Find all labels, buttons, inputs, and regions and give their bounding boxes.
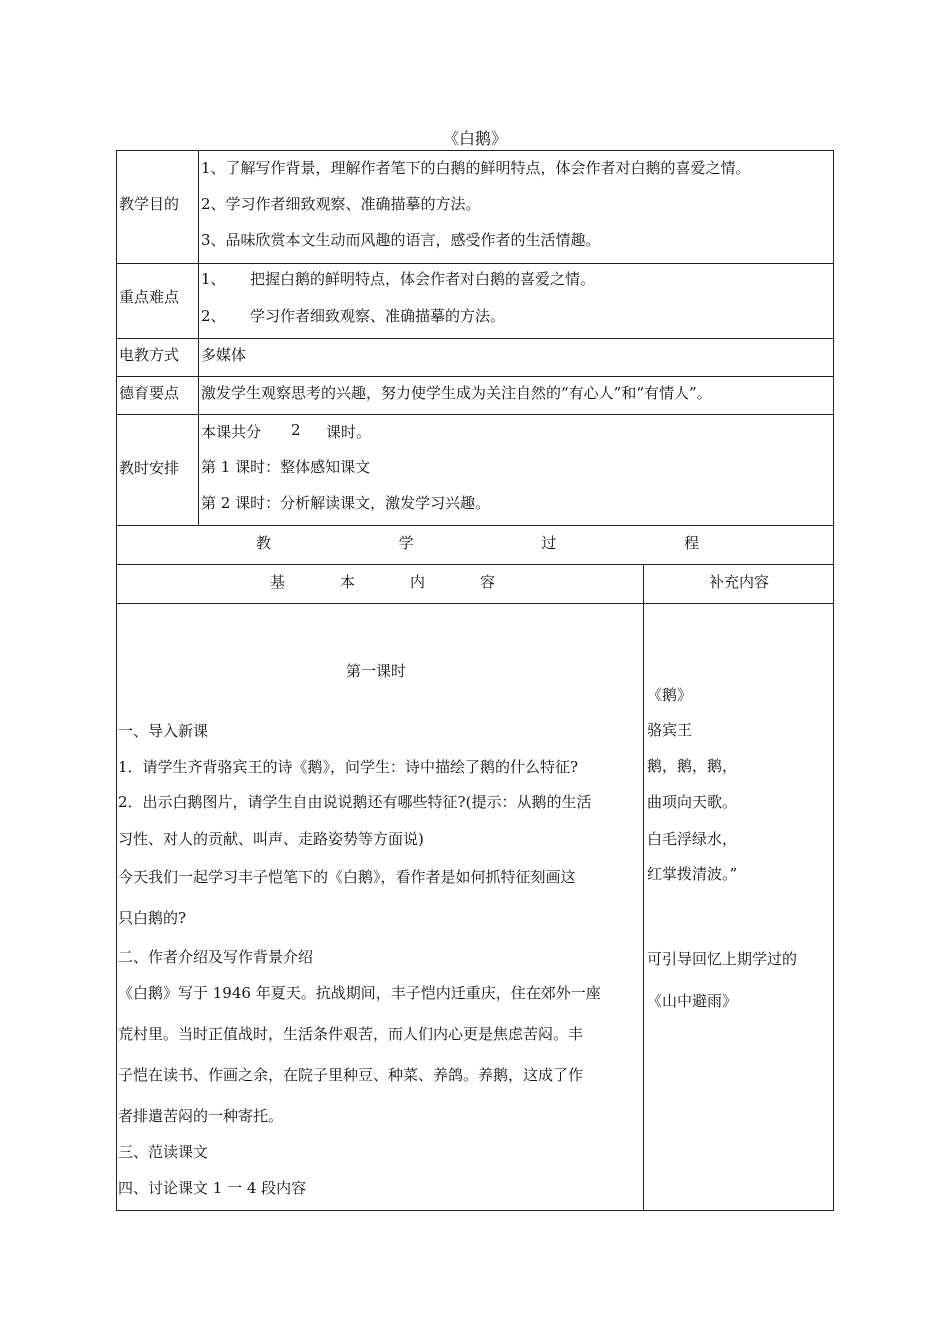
label-column-divider <box>198 150 199 526</box>
content-line: 子恺在读书、作画之余，在院子里种豆、种菜、养鸽。养鹅，这成了作 <box>118 1066 584 1084</box>
process-header-char: 学 <box>398 534 414 552</box>
content-line: 习性、对人的贡献、叫声、走路姿势等方面说) <box>118 830 424 848</box>
content-line: 一、导入新课 <box>118 722 209 740</box>
content-line: 荒村里。当时正值战时，生活条件艰苦，而人们内心更是焦虑苦闷。丰 <box>118 1025 584 1043</box>
main-column-header-char: 内 <box>409 573 425 591</box>
table-border-left <box>116 150 117 1211</box>
moral-value: 激发学生观察思考的兴趣，努力使学生成为关注自然的“有心人”和“有情人”。 <box>201 384 712 402</box>
schedule-lesson-2: 第 2 课时：分析解读课文，激发学习兴趣。 <box>201 494 491 512</box>
poem-author: 骆宾王 <box>647 721 693 739</box>
objective-line: 1、了解写作背景，理解作者笔下的白鹅的鲜明特点，体会作者对白鹅的喜爱之情。 <box>201 159 751 177</box>
row-divider <box>116 414 834 415</box>
document-title: 《白鹅》 <box>442 129 507 148</box>
content-line: 只白鹅的? <box>118 909 187 927</box>
key-point-number: 2、 <box>201 307 226 325</box>
content-column-divider <box>643 564 644 1211</box>
schedule-unit: 课时。 <box>326 423 372 441</box>
content-line: 四、讨论课文 1 一 4 段内容 <box>118 1179 307 1197</box>
table-border-top <box>116 150 834 151</box>
poem-line: 白毛浮绿水， <box>647 830 738 848</box>
process-header-char: 程 <box>683 534 699 552</box>
content-line: 1．请学生齐背骆宾王的诗《鹅》，问学生：诗中描绘了鹅的什么特征? <box>118 758 579 776</box>
row-divider <box>116 338 834 339</box>
key-point-text: 把握白鹅的鲜明特点，体会作者对白鹅的喜爱之情。 <box>250 270 596 288</box>
row-divider <box>116 263 834 264</box>
content-line: 2．出示白鹅图片，请学生自由说说鹅还有哪些特征?(提示：从鹅的生活 <box>118 793 592 811</box>
content-line: 者排遣苦闷的一种寄托。 <box>118 1107 284 1125</box>
main-column-header-char: 基 <box>270 573 286 591</box>
process-header-char: 教 <box>256 534 272 552</box>
media-value: 多媒体 <box>201 346 247 364</box>
process-header <box>256 532 699 553</box>
poem-title: 《鹅》 <box>647 686 693 704</box>
row-label-key-points: 重点难点 <box>119 288 180 306</box>
row-divider <box>116 376 834 377</box>
table-border-right <box>833 150 834 1211</box>
schedule-lesson-1: 第 1 课时：整体感知课文 <box>201 458 371 476</box>
objective-line: 2、学习作者细致观察、准确描摹的方法。 <box>201 195 481 213</box>
row-label-schedule: 教时安排 <box>119 459 180 477</box>
row-divider <box>116 564 834 565</box>
schedule-count: 2 <box>291 421 301 439</box>
row-label-objectives: 教学目的 <box>119 195 180 213</box>
content-line: 今天我们一起学习丰子恺笔下的《白鹅》，看作者是如何抓特征刻画这 <box>118 868 576 886</box>
lesson-title: 第一课时 <box>346 662 407 680</box>
side-column-header: 补充内容 <box>708 573 769 591</box>
row-label-moral: 德育要点 <box>119 384 180 402</box>
row-divider <box>116 603 834 604</box>
row-label-media: 电教方式 <box>119 346 180 364</box>
row-divider <box>116 525 834 526</box>
process-header-char: 过 <box>541 534 557 552</box>
poem-line: 曲项向天歌。 <box>647 793 738 811</box>
side-note: 可引导回忆上期学过的 <box>647 950 798 968</box>
poem-line: 鹅，鹅，鹅， <box>647 757 738 775</box>
main-column-header-char: 本 <box>339 573 355 591</box>
schedule-intro: 本课共分 <box>201 423 262 441</box>
content-line: 三、范读课文 <box>118 1143 209 1161</box>
main-column-header-char: 容 <box>479 573 495 591</box>
side-note: 《山中避雨》 <box>647 992 738 1010</box>
objective-line: 3、品味欣赏本文生动而风趣的语言，感受作者的生活情趣。 <box>201 231 601 249</box>
key-point-number: 1、 <box>201 270 226 288</box>
content-line: 二、作者介绍及写作背景介绍 <box>118 948 314 966</box>
table-border-bottom <box>116 1210 834 1211</box>
main-column-header <box>270 571 495 592</box>
content-line: 《白鹅》写于 1946 年夏天。抗战期间，丰子恺内迁重庆，住在郊外一座 <box>118 984 601 1002</box>
poem-line: 红掌拨清波。” <box>647 865 738 883</box>
key-point-text: 学习作者细致观察、准确描摹的方法。 <box>250 307 506 325</box>
